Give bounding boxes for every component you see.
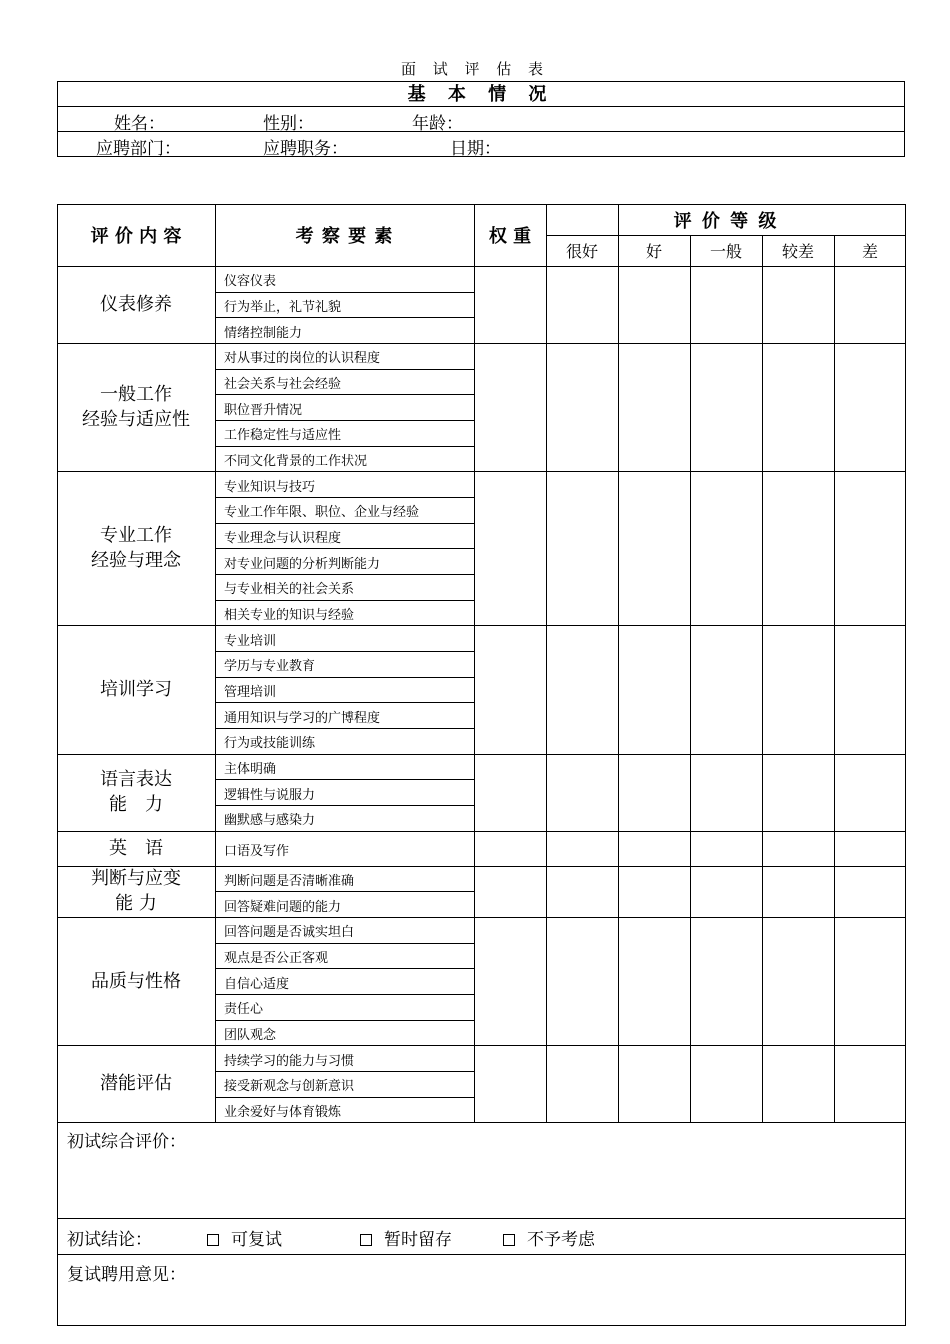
element-item: 专业理念与认识程度: [224, 531, 342, 547]
element-item: 情绪控制能力: [224, 325, 303, 341]
evaluation-table: [57, 204, 906, 1326]
element-divider: [215, 394, 474, 395]
category-9: 潜能评估: [100, 1073, 172, 1095]
column-divider: [834, 235, 835, 1122]
rating-level-2: 好: [645, 242, 662, 261]
initial-conclusion-label: 初试结论：: [67, 1230, 152, 1250]
basic-info-heading: 基 本 情 况: [58, 82, 904, 107]
element-item: 自信心适度: [224, 976, 290, 992]
header-weight: 权 重: [488, 226, 532, 247]
element-item: 工作稳定性与适应性: [224, 428, 342, 444]
element-divider: [215, 968, 474, 969]
column-divider: [546, 204, 547, 1122]
header-content: 评 价 内 容: [90, 226, 182, 247]
category-7: 判断与应变 能 力: [91, 868, 181, 915]
option-retest[interactable]: [207, 1225, 282, 1250]
element-item: 专业工作年限、职位、企业与经验: [224, 505, 420, 521]
element-item: 不同文化背景的工作状况: [224, 454, 368, 470]
element-divider: [215, 677, 474, 678]
basic-info-row-2: [58, 132, 904, 159]
element-divider: [215, 702, 474, 703]
column-divider: [690, 235, 691, 1122]
rating-level-5: 差: [861, 242, 878, 261]
option-hold[interactable]: [360, 1225, 452, 1250]
document-title: 面 试 评 估 表: [400, 60, 550, 78]
category-1: 仪表修养: [100, 294, 172, 315]
table-top-border: [57, 204, 906, 205]
checkbox-icon[interactable]: [360, 1234, 372, 1246]
table-bottom-border: [57, 1325, 906, 1326]
element-item: 持续学习的能力与习惯: [224, 1053, 355, 1069]
element-divider: [215, 1071, 474, 1072]
element-divider: [215, 548, 474, 549]
option-reject[interactable]: [503, 1225, 595, 1250]
table-right-border: [905, 204, 906, 1326]
option-retest-label: 可复试: [231, 1230, 282, 1250]
element-item: 与专业相关的社会关系: [224, 582, 355, 598]
element-item: 口语及写作: [224, 843, 290, 859]
gender-field-label: 性别：: [263, 114, 314, 134]
column-divider: [618, 204, 619, 1122]
element-item: 专业培训: [224, 633, 277, 649]
initial-evaluation-label: 初试综合评价：: [67, 1132, 186, 1152]
element-item: 责任心: [224, 1002, 264, 1018]
name-field-label: 姓名：: [114, 114, 165, 134]
element-divider: [215, 317, 474, 318]
element-item: 主体明确: [224, 762, 277, 778]
element-divider: [215, 420, 474, 421]
second-interview-label: 复试聘用意见：: [67, 1265, 186, 1285]
element-item: 接受新观念与创新意识: [224, 1079, 355, 1095]
element-divider: [215, 728, 474, 729]
basic-info-row-1: [58, 107, 904, 132]
header-divider: [57, 266, 906, 267]
column-divider: [762, 235, 763, 1122]
element-divider: [215, 651, 474, 652]
element-item: 团队观念: [224, 1028, 277, 1044]
basic-info-table: [57, 81, 905, 157]
element-item: 对从事过的岗位的认识程度: [224, 351, 381, 367]
department-field-label: 应聘部门：: [96, 139, 181, 159]
element-item: 学历与专业教育: [224, 659, 316, 675]
position-field-label: 应聘职务：: [263, 139, 348, 159]
element-item: 回答问题是否诚实坦白: [224, 925, 355, 941]
footer-divider: [57, 1218, 906, 1219]
category-5: 语言表达 能 力: [100, 769, 172, 816]
rating-level-3: 一般: [709, 242, 742, 261]
table-left-border: [57, 204, 58, 1326]
column-divider: [215, 204, 216, 1122]
column-divider: [474, 204, 475, 1122]
rating-subheader-divider: [546, 235, 906, 236]
option-reject-label: 不予考虑: [527, 1230, 595, 1250]
element-item: 相关专业的知识与经验: [224, 608, 355, 624]
rating-level-4: 较差: [781, 242, 814, 261]
element-divider: [215, 523, 474, 524]
element-item: 判断问题是否清晰准确: [224, 874, 355, 890]
date-field-label: 日期：: [450, 139, 501, 159]
element-item: 通用知识与学习的广博程度: [224, 710, 381, 726]
element-item: 业余爱好与体育锻炼: [224, 1105, 342, 1121]
element-divider: [215, 943, 474, 944]
element-item: 社会关系与社会经验: [224, 377, 342, 392]
category-divider: [57, 1122, 906, 1123]
category-4: 培训学习: [100, 679, 172, 701]
element-item: 管理培训: [224, 685, 277, 701]
element-divider: [215, 600, 474, 601]
element-item: 仪容仪表: [224, 274, 277, 290]
footer-divider: [57, 1254, 906, 1255]
element-item: 行为或技能训练: [224, 736, 316, 752]
element-divider: [215, 446, 474, 447]
age-field-label: 年龄：: [412, 114, 463, 134]
header-rating: 评 价 等 级: [673, 210, 779, 232]
rating-level-1: 很好: [565, 242, 598, 261]
category-8: 品质与性格: [91, 970, 181, 992]
element-item: 对专业问题的分析判断能力: [224, 556, 381, 572]
category-6: 英 语: [109, 837, 163, 859]
checkbox-icon[interactable]: [207, 1234, 219, 1246]
element-divider: [215, 779, 474, 780]
element-item: 行为举止，礼节礼貌: [224, 300, 342, 315]
element-divider: [215, 574, 474, 575]
element-item: 观点是否公正客观: [224, 951, 329, 967]
element-divider: [215, 369, 474, 370]
element-divider: [215, 497, 474, 498]
element-divider: [215, 994, 474, 995]
element-item: 幽默感与感染力: [224, 813, 316, 829]
element-item: 回答疑难问题的能力: [224, 899, 342, 915]
element-divider: [215, 1020, 474, 1021]
element-item: 逻辑性与说服力: [224, 787, 316, 803]
element-item: 专业知识与技巧: [224, 479, 316, 495]
element-divider: [215, 1097, 474, 1098]
header-elements: 考 察 要 素: [295, 226, 394, 247]
category-3: 专业工作 经验与理念: [91, 525, 181, 572]
element-item: 职位晋升情况: [224, 402, 303, 418]
element-divider: [215, 292, 474, 293]
option-hold-label: 暂时留存: [384, 1230, 452, 1250]
category-2: 一般工作 经验与适应性: [82, 384, 190, 431]
element-divider: [215, 805, 474, 806]
checkbox-icon[interactable]: [503, 1234, 515, 1246]
element-divider: [215, 891, 474, 892]
